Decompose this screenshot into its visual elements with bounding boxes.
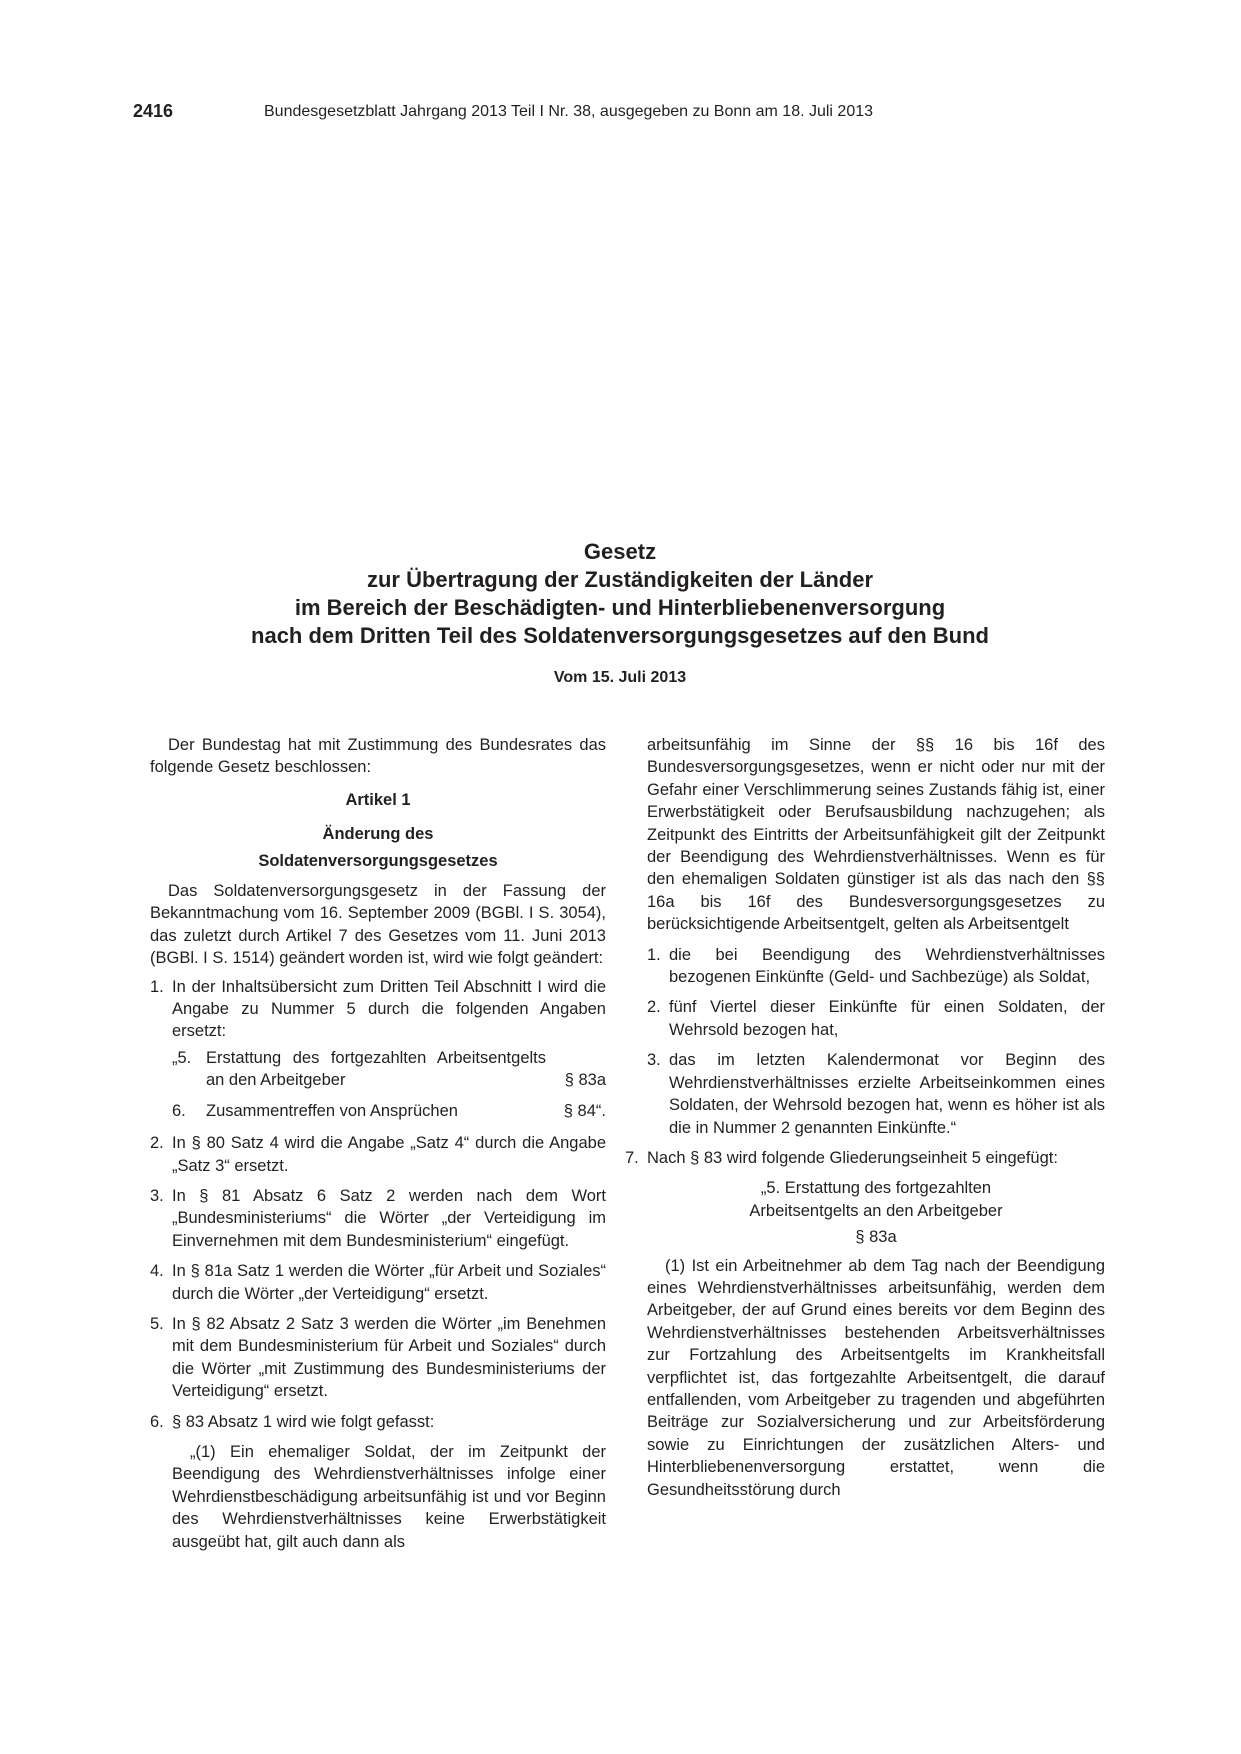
new-heading-line: „5. Erstattung des fortgezahlten <box>760 1179 992 1198</box>
sub-item <box>647 1049 1105 1139</box>
toc-text: Erstattung des fortgezahlten Arbeitsentgelts an den Arbeitgeber <box>206 1048 546 1090</box>
item-text: das im letzten Kalendermonat vor Beginn des Wehrdienstverhältnisses erzielte Arbeitseinkommen eines Soldaten, der Wehrsold bezogen hat, wenn es höher ist als die in Nummer 2 genannten Einkünfte.“ <box>669 1051 1105 1137</box>
toc-reference: § 84“. <box>563 1101 606 1120</box>
law-title <box>160 538 1080 650</box>
section-number: § 83a <box>855 1228 897 1247</box>
item-text: fünf Viertel dieser Einkünfte für einen Soldaten, der Wehrsold bezogen hat, <box>669 998 1105 1039</box>
amendment-item <box>150 1185 606 1252</box>
amendment-item <box>150 1132 606 1177</box>
sub-item <box>647 996 1105 1041</box>
continued-text: arbeitsunfähig im Sinne der §§ 16 bis 16f des Bundesversorgungsgesetzes, wenn er nicht oder nur mit der Gefahr einer Verschlimmerung seines Zustands fähig ist, einer Erwerbstätigkeit oder Berufsausbildung nachzugehen; als Zeitpunkt des Eintritts der Arbeitsunfähigkeit gilt der Zeitpunkt der Beendigung des Wehrdienstverhältnisses. Wenn es für den ehemaligen Soldaten günstiger ist als das nach den §§ 16a bis 16f des Bundesversorgungsgesetzes zu berücksichtigende Arbeitsentgelt, gelten als Arbeitsentgelt <box>647 736 1105 934</box>
toc-number: 6. <box>172 1101 186 1120</box>
title-line: Gesetz <box>583 539 657 564</box>
item-number: 1. <box>647 945 661 964</box>
item-number: 6. <box>150 1412 164 1431</box>
article-subheading: Soldatenversorgungsgesetzes <box>258 851 498 870</box>
item-text: In der Inhaltsübersicht zum Dritten Teil Abschnitt I wird die Angabe zu Nummer 5 durch die folgenden Angaben ersetzt: <box>172 977 606 1041</box>
amendment-item <box>150 1260 606 1305</box>
item-number: 5. <box>150 1314 164 1333</box>
quoted-text: „(1) Ein ehemaliger Soldat, der im Zeitpunkt der Beendigung des Wehrdienstverhältnisses infolge einer Wehrdienstbeschädigung arbeitsunfähig ist und vor Beginn des Wehrdienstverhältnisses keine Erwerbstätigkeit ausgeübt hat, gilt auch dann als <box>172 1442 606 1551</box>
item-text: § 83 Absatz 1 wird wie folgt gefasst: <box>172 1412 435 1431</box>
running-head: Bundesgesetzblatt Jahrgang 2013 Teil I Nr. 38, ausgegeben zu Bonn am 18. Juli 2013 <box>264 103 874 120</box>
item-text: In § 81a Satz 1 werden die Wörter „für Arbeit und Soziales“ durch die Wörter „der Verteidigung“ ersetzt. <box>172 1262 606 1303</box>
item-number: 2. <box>150 1134 164 1153</box>
amendment-item <box>150 1313 606 1403</box>
right-column <box>625 734 1105 1511</box>
preamble: Der Bundestag hat mit Zustimmung des Bundesrates das folgende Gesetz beschlossen: <box>150 736 606 777</box>
toc-entries <box>172 1047 606 1122</box>
article-intro: Das Soldatenversorgungsgesetz in der Fassung der Bekanntmachung vom 16. September 2009 (BGBl. I S. 3054), das zuletzt durch Artikel 7 des Gesetzes vom 11. Juni 2013 (BGBl. I S. 1514) geändert worden ist, wird wie folgt geändert: <box>150 882 606 968</box>
title-line: nach dem Dritten Teil des Soldatenversorgungsgesetzes auf den Bund <box>251 623 989 648</box>
page-number: 2416 <box>133 101 174 121</box>
toc-reference: § 83a <box>564 1071 606 1090</box>
item-text: In § 81 Absatz 6 Satz 2 werden nach dem Wort „Bundesministeriums“ die Wörter „der Verteidigung im Einvernehmen mit dem Bundesministerium“ eingefügt. <box>172 1186 606 1250</box>
toc-number: „5. <box>172 1048 192 1067</box>
toc-text: Zusammentreffen von Ansprüchen <box>206 1101 458 1120</box>
item-number: 3. <box>647 1051 661 1070</box>
new-heading-line: Arbeitsentgelts an den Arbeitgeber <box>749 1201 1003 1220</box>
law-date: Vom 15. Juli 2013 <box>553 669 687 686</box>
amendment-item <box>150 1411 606 1553</box>
item-number: 3. <box>150 1186 164 1205</box>
title-line: zur Übertragung der Zuständigkeiten der Länder <box>366 567 874 592</box>
left-column <box>150 734 606 1561</box>
item-number: 1. <box>150 977 164 996</box>
new-section-heading <box>647 1177 1105 1222</box>
sub-item <box>647 944 1105 989</box>
item-text: In § 82 Absatz 2 Satz 3 werden die Wörter „im Benehmen mit dem Bundesministerium für Arbeit und Soziales“ durch die Wörter „mit Zustimmung des Bundesministeriums der Verteidigung“ ersetzt. <box>172 1314 606 1401</box>
item-number: 2. <box>647 998 661 1017</box>
item-number: 4. <box>150 1262 164 1281</box>
item-text: Nach § 83 wird folgende Gliederungseinheit 5 eingefügt: <box>647 1148 1058 1167</box>
item-number: 7. <box>625 1148 639 1167</box>
article-subheading: Änderung des <box>322 825 434 844</box>
article-heading: Artikel 1 <box>345 790 411 809</box>
toc-row <box>172 1100 606 1122</box>
item-text: In § 80 Satz 4 wird die Angabe „Satz 4“ durch die Angabe „Satz 3“ ersetzt. <box>172 1134 606 1175</box>
item-text: die bei Beendigung des Wehrdienstverhältnisses bezogenen Einkünfte (Geld- und Sachbezüge) als Soldat, <box>669 945 1105 987</box>
title-line: im Bereich der Beschädigten- und Hinterbliebenenversorgung <box>294 595 946 620</box>
amendment-item <box>625 1147 1105 1169</box>
section-text: (1) Ist ein Arbeitnehmer ab dem Tag nach der Beendigung eines Wehrdienstverhältnisses arbeitsunfähig, werden dem Arbeitgeber, der auf Grund eines bereits vor dem Beginn des Wehrdienstverhältnisses bestehenden Arbeitsverhältnisses zur Fortzahlung des Arbeitsentgelts im Krankheitsfall verpflichtet ist, das fortgezahlte Arbeitsentgelt, die darauf entfallenden, vom Arbeitgeber zu tragenden und abgeführten Beiträge zur Sozialversicherung und zur Arbeitsförderung sowie zu Einrichtungen der zusätzlichen Alters- und Hinterbliebenenversorgung erstattet, wenn die Gesundheitsstörung durch <box>647 1256 1105 1499</box>
amendment-item <box>150 976 606 1122</box>
toc-row <box>172 1047 606 1092</box>
